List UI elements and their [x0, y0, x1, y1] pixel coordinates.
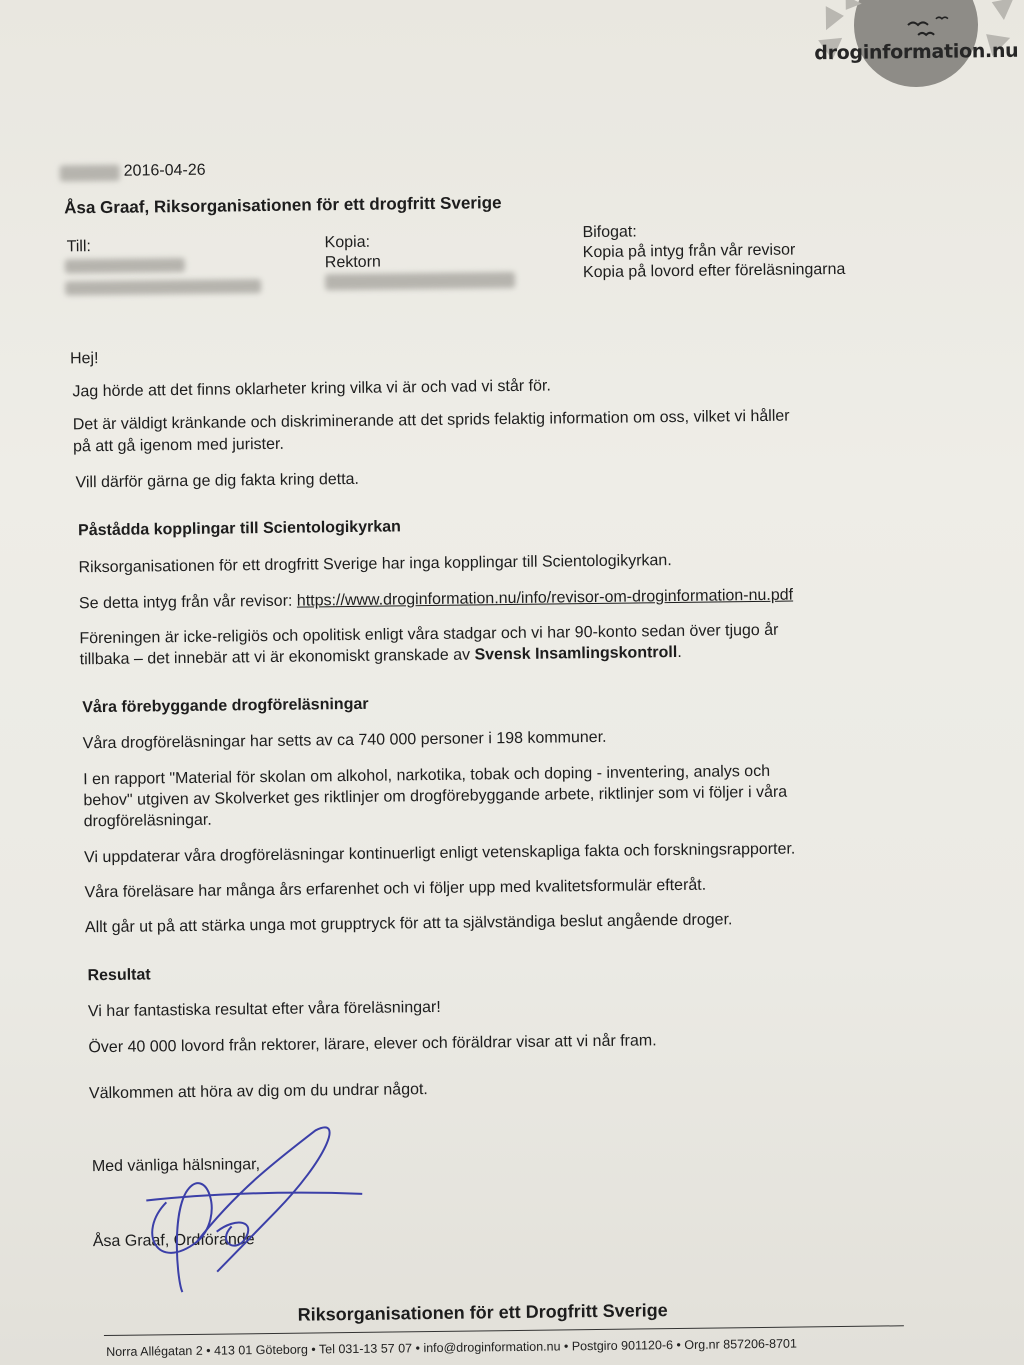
logo [796, 0, 1017, 106]
section2-paragraph-2-line-2: behov" utgiven av Skolverket ges riktlinjer om drogförebyggande arbete, riktlinjer som vi följer i våra [83, 783, 788, 810]
section2-paragraph-3: Vi uppdaterar våra drogföreläsningar kontinuerligt enligt vetenskapliga fakta och forskningsrapporter. [84, 840, 796, 867]
body-paragraph-3: Vill därför gärna ge dig fakta kring detta. [75, 470, 360, 492]
greeting: Hej! [69, 350, 99, 368]
section3-paragraph-2: Över 40 000 lovord från rektorer, lärare, elever och föräldrar visar att vi når fram. [88, 1032, 657, 1057]
section-heading-results: Resultat [87, 966, 151, 985]
logo-text: droginformation.nu [814, 39, 1019, 65]
section-heading-lectures: Våra förebyggande drogföreläsningar [82, 695, 369, 717]
redacted-recipient-1 [65, 258, 185, 273]
body-paragraph-2-line-1: Det är väldigt kränkande och diskriminerande att det sprids felaktig information om oss, vilket vi håller [72, 407, 790, 434]
bifogat-label: Bifogat: [582, 223, 637, 242]
insamlingskontroll-name: Svensk Insamlingskontroll [474, 643, 678, 664]
section2-paragraph-4: Våra föreläsare har många års erfarenhet och vi följer upp med kvalitetsformulär efteråt. [84, 876, 707, 902]
footer-divider [104, 1325, 904, 1336]
footer-contact-line: Norra Allégatan 2 • 413 01 Göteborg • Tel 031-13 57 07 • info@droginformation.nu • Postgiro 901120-6 • Org.nr 857206-8701 [106, 1336, 797, 1360]
closing-regards: Med vänliga hälsningar, [91, 1156, 261, 1176]
redacted-recipient-2 [65, 279, 261, 295]
body-paragraph-2-line-2: på att gå igenom med jurister. [72, 435, 284, 456]
section1-paragraph-3-suffix: . [677, 643, 682, 661]
revisor-pdf-link[interactable]: https://www.droginformation.nu/info/revisor-om-droginformation-nu.pdf [296, 586, 794, 610]
till-label: Till: [66, 238, 92, 256]
letter-date: 2016-04-26 [123, 161, 206, 180]
closing-invite: Välkommen att höra av dig om du undrar något. [88, 1081, 428, 1103]
footer-org-name: Riksorganisationen för ett Drogfritt Sverige [297, 1300, 668, 1325]
handwritten-signature [125, 1120, 387, 1303]
section3-paragraph-1: Vi har fantastiska resultat efter våra föreläsningar! [87, 998, 441, 1021]
section1-paragraph-1: Riksorganisationen för ett drogfritt Sverige har inga kopplingar till Scientologikyrkan. [78, 552, 672, 577]
signer-name: Åsa Graaf, Ordförande [92, 1231, 255, 1251]
sender-line: Åsa Graaf, Riksorganisationen för ett drogfritt Sverige [64, 193, 502, 218]
kopia-label: Kopia: [324, 233, 371, 252]
bifogat-item-2: Kopia på lovord efter föreläsningarna [582, 260, 846, 282]
section-heading-scientology: Påstådda kopplingar till Scientologikyrkan [78, 518, 401, 540]
section2-paragraph-1: Våra drogföreläsningar har setts av ca 740 000 personer i 198 kommuner. [82, 728, 607, 753]
kopia-value: Rektorn [324, 253, 381, 272]
section2-paragraph-2-line-1: I en rapport "Material för skolan om alkohol, narkotika, tobak och doping - inventering, analys och [83, 762, 771, 789]
section1-paragraph-3-prefix: tillbaka – det innebär att vi är ekonomiskt granskade av [79, 646, 475, 669]
section1-paragraph-3-line-1: Föreningen är icke-religiös och opolitisk enligt våra stadgar och vi har 90-konto sedan över tjugo år [79, 621, 779, 648]
body-paragraph-1: Jag hörde att det finns oklarheter kring vilka vi är och vad vi står för. [72, 377, 551, 401]
section2-paragraph-5: Allt går ut på att stärka unga mot grupptryck för att ta självständiga beslut angående droger. [84, 911, 733, 937]
section2-paragraph-2-line-3: drogföreläsningar. [83, 811, 212, 831]
redacted-place [60, 165, 120, 182]
section1-paragraph-2-prefix: Se detta intyg från vår revisor: [78, 592, 297, 613]
bifogat-item-1: Kopia på intyg från vår revisor [582, 241, 796, 262]
section1-paragraph-2 [79, 586, 793, 615]
redacted-kopia [325, 272, 515, 290]
